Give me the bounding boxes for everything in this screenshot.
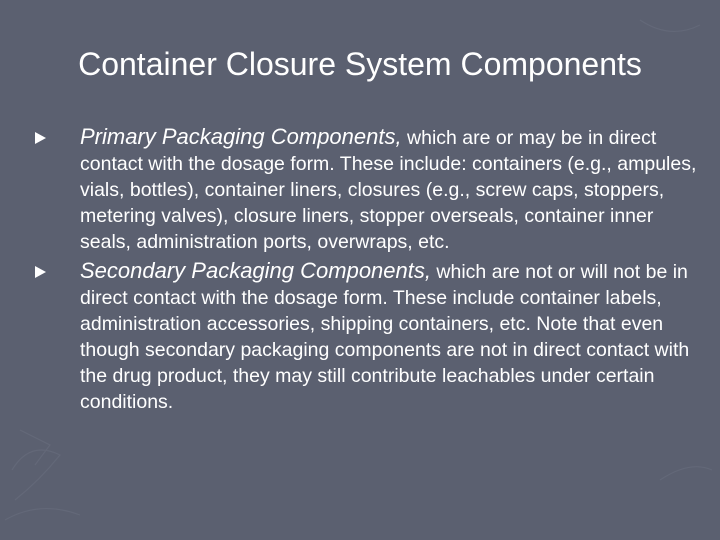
slide-title: Container Closure System Components (78, 46, 642, 82)
bullet-text: which are not or will not be in direct contact with the dosage form. These include container labels, administration accessories, shipping containers, etc. Note that even though secondary packaging components are not in direct contact with the drug product, they may still contribute leachables under certain conditions. (80, 261, 690, 413)
bullet-secondary-packaging (34, 258, 704, 415)
bullet-list (34, 124, 704, 415)
bullet-term: Primary Packaging Components, (80, 124, 402, 149)
bullet-text: which are or may be in direct contact with the dosage form. These include: containers (e.g., ampules, vials, bottles), container liners, closures (e.g., screw caps, stoppers, metering valves), closure liners, stopper overseals, container inner seals, administration ports, overwraps, etc. (80, 127, 697, 253)
triangle-right-icon (34, 124, 54, 150)
bullet-term: Secondary Packaging Components, (80, 258, 431, 283)
triangle-right-icon (34, 258, 54, 284)
bullet-primary-packaging (34, 124, 704, 255)
